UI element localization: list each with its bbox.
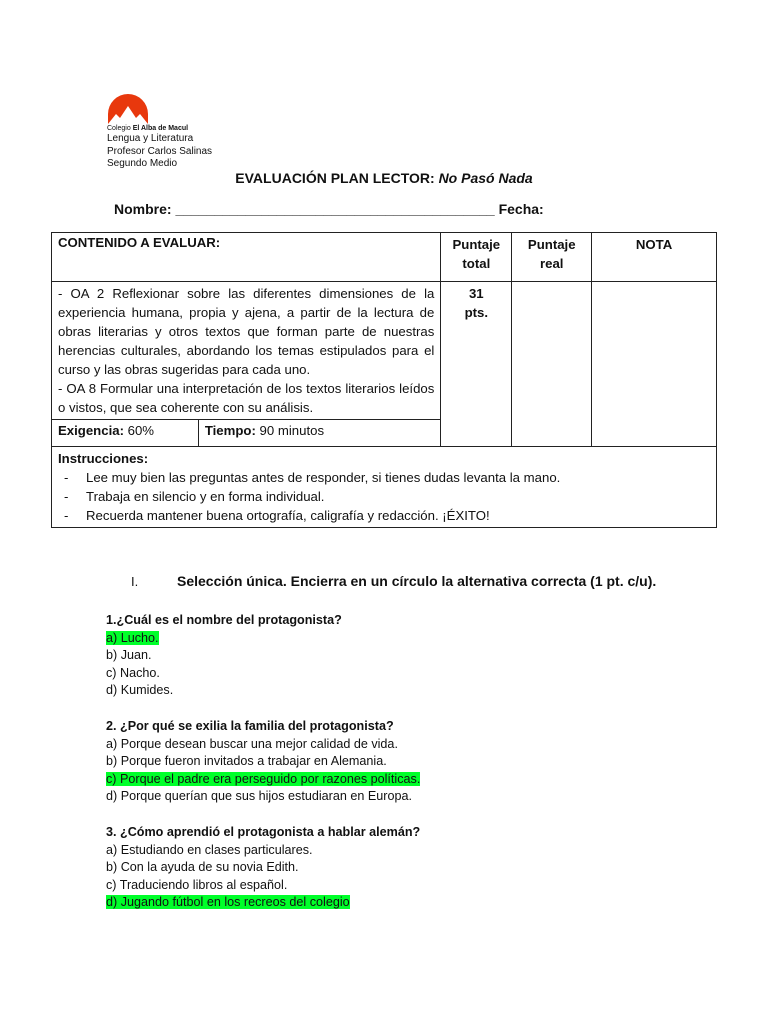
option-c[interactable]: c) Nacho.: [106, 665, 160, 680]
grade-label: Segundo Medio: [107, 158, 178, 169]
list-item: - Recuerda mantener buena ortografía, caligrafía y redacción. ¡ÉXITO!: [64, 508, 490, 523]
option-a[interactable]: a) Estudiando en clases particulares.: [106, 842, 313, 857]
exam-title: EVALUACIÓN PLAN LECTOR: No Pasó Nada: [235, 170, 533, 186]
objectives-cell: [52, 282, 441, 420]
option-c[interactable]: c) Porque el padre era perseguido por razones políticas.: [106, 771, 421, 786]
option-c[interactable]: c) Traduciendo libros al español.: [106, 877, 288, 892]
header-total-points: Puntaje total: [441, 233, 512, 282]
school-name: Colegio El Alba de Macul: [107, 125, 189, 132]
total-points-cell: 31 pts.: [441, 282, 512, 447]
subject-label: Lengua y Literatura: [107, 133, 194, 144]
question-title: 1.¿Cuál es el nombre del protagonista?: [106, 613, 342, 627]
book-title: No Pasó Nada: [438, 170, 533, 186]
school-logo-mountain-icon: [106, 92, 150, 126]
real-points-cell[interactable]: [512, 282, 592, 447]
option-b[interactable]: b) Porque fueron invitados a trabajar en Alemania.: [106, 754, 387, 769]
grade-cell[interactable]: [592, 282, 717, 447]
list-item: - Lee muy bien las preguntas antes de responder, si tienes dudas levanta la mano.: [64, 470, 561, 485]
time-cell: Tiempo: 90 minutos: [198, 420, 441, 447]
option-d[interactable]: d) Jugando fútbol en los recreos del colegio: [106, 895, 350, 910]
option-b[interactable]: b) Juan.: [106, 648, 152, 663]
instructions-cell: [52, 447, 717, 528]
evaluation-table: [51, 232, 717, 528]
option-d[interactable]: d) Porque querían que sus hijos estudiaran en Europa.: [106, 789, 412, 804]
section-heading: [131, 573, 656, 589]
question-2: [106, 718, 420, 806]
questions-list: [106, 612, 420, 930]
instructions-list: [58, 468, 710, 525]
school-header: [107, 124, 212, 171]
teacher-label: Profesor Carlos Salinas: [107, 145, 213, 157]
section-numeral: I.: [131, 574, 139, 589]
student-info-line: Nombre: _________________________________________ Fecha:: [114, 201, 544, 217]
header-content: CONTENIDO A EVALUAR:: [52, 233, 441, 282]
question-1: [106, 612, 420, 700]
section-title: Selección única. Encierra en un círculo la alternativa correcta (1 pt. c/u).: [177, 573, 657, 589]
option-d[interactable]: d) Kumides.: [106, 683, 174, 698]
objective-oa8: - OA 8 Formular una interpretación de los textos literarios leídos o vistos, que sea coherente con su análisis.: [58, 381, 435, 415]
objectives-row: [52, 282, 717, 420]
objective-oa2: - OA 2 Reflexionar sobre las diferentes dimensiones de la experiencia humana, propia y ajena, a partir de la lectura de obras literarias y otros textos que forman parte de nuestras herencias culturales, abordando los temas estipulados para el curso y las obras sugeridas para cada uno.: [58, 286, 435, 377]
question-3: [106, 824, 420, 912]
question-title: 2. ¿Por qué se exilia la familia del protagonista?: [106, 718, 394, 733]
name-blank[interactable]: _______________________________: [175, 201, 417, 217]
instructions-label: Instrucciones:: [58, 451, 149, 466]
list-item: - Trabaja en silencio y en forma individual.: [64, 489, 325, 504]
exigencia-cell: Exigencia: 60%: [52, 420, 199, 447]
option-b[interactable]: b) Con la ayuda de su novia Edith.: [106, 860, 299, 875]
option-a[interactable]: a) Lucho.: [106, 630, 159, 645]
header-real-points: Puntaje real: [512, 233, 592, 282]
option-a[interactable]: a) Porque desean buscar una mejor calidad de vida.: [106, 736, 398, 751]
header-grade: NOTA: [592, 233, 717, 282]
instructions-row: [52, 447, 717, 528]
question-title: 3. ¿Cómo aprendió el protagonista a hablar alemán?: [106, 824, 421, 839]
table-header-row: [52, 233, 717, 282]
